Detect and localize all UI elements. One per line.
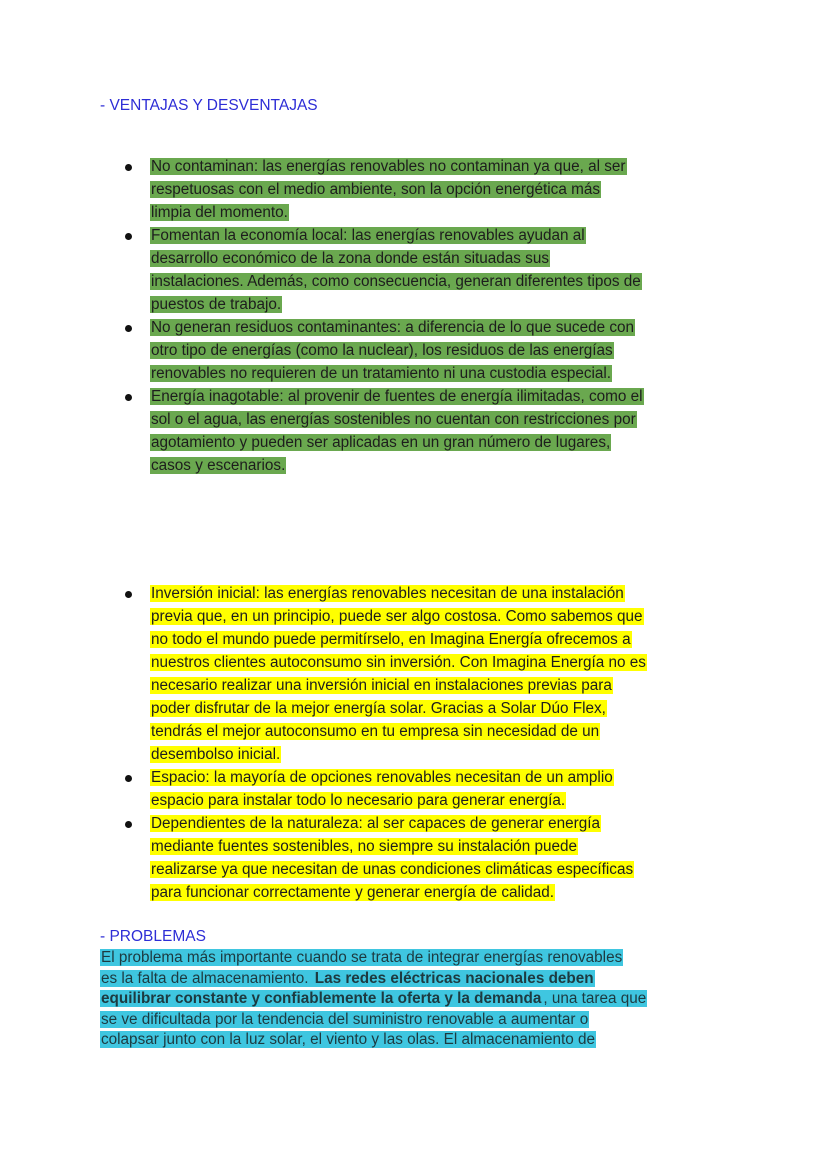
- bullet-icon: [125, 325, 132, 332]
- list-item-line: [150, 455, 286, 477]
- list-item-line: [150, 813, 601, 835]
- highlighted-text: sol o el agua, las energías sostenibles no cuentan con restricciones por: [151, 411, 636, 428]
- paragraph-line: [100, 948, 623, 968]
- list-item-line: [150, 836, 578, 858]
- highlighted-text: , una tarea que: [543, 990, 647, 1007]
- highlighted-text: respetuosas con el medio ambiente, son la opción energética más: [151, 181, 600, 198]
- bullet-icon: [125, 164, 132, 171]
- highlighted-text: colapsar junto con la luz solar, el viento y las olas. El almacenamiento de: [101, 1031, 596, 1048]
- list-item-line: [150, 363, 612, 385]
- list-item-line: [150, 317, 635, 339]
- list-item-line: [150, 675, 613, 697]
- list-item-line: [150, 409, 637, 431]
- highlighted-text: instalaciones. Además, como consecuencia, generan diferentes tipos de: [151, 273, 641, 290]
- list-item-line: [150, 179, 601, 201]
- highlighted-text: No contaminan: las energías renovables no contaminan ya que, al ser: [151, 158, 626, 175]
- bullet-icon: [125, 591, 132, 598]
- highlighted-text: desembolso inicial.: [151, 746, 281, 763]
- highlighted-text: Espacio: la mayoría de opciones renovables necesitan de un amplio: [151, 769, 613, 786]
- list-item-line: [150, 859, 634, 881]
- paragraph-line: [100, 989, 647, 1009]
- bold-text: Las redes eléctricas nacionales deben: [314, 969, 594, 987]
- list-item-line: [150, 271, 642, 293]
- highlighted-text: Fomentan la economía local: las energías renovables ayudan al: [151, 227, 585, 244]
- list-item-line: [150, 767, 614, 789]
- highlighted-text: agotamiento y pueden ser aplicadas en un gran número de lugares,: [151, 434, 611, 451]
- list-item-line: [150, 386, 644, 408]
- highlighted-text: Energía inagotable: al provenir de fuentes de energía ilimitadas, como el: [151, 388, 643, 405]
- list-item-line: [150, 882, 555, 904]
- bullet-icon: [125, 775, 132, 782]
- bullet-icon: [125, 394, 132, 401]
- paragraph-line: [100, 969, 595, 989]
- highlighted-text: realizarse ya que necesitan de unas condiciones climáticas específicas: [151, 861, 634, 878]
- highlighted-text: poder disfrutar de la mejor energía solar. Gracias a Solar Dúo Flex,: [151, 700, 606, 717]
- highlighted-text: previa que, en un principio, puede ser algo costosa. Como sabemos que: [151, 608, 643, 625]
- bullet-icon: [125, 233, 132, 240]
- list-item-line: [150, 225, 586, 247]
- list-item-line: [150, 156, 627, 178]
- highlighted-text: se ve dificultada por la tendencia del suministro renovable a aumentar o: [101, 1010, 589, 1028]
- highlighted-text: tendrás el mejor autoconsumo en tu empresa sin necesidad de un: [151, 723, 600, 740]
- highlighted-text: mediante fuentes sostenibles, no siempre su instalación puede: [151, 838, 578, 855]
- highlighted-text: renovables no requieren de un tratamiento ni una custodia especial.: [151, 365, 612, 382]
- list-item-line: [150, 432, 611, 454]
- highlighted-text: puestos de trabajo.: [151, 296, 282, 313]
- paragraph-line: [100, 1030, 596, 1050]
- highlighted-text: limpia del momento.: [151, 204, 288, 221]
- highlighted-text: no todo el mundo puede permitírselo, en Imagina Energía ofrecemos a: [151, 631, 631, 648]
- heading-ventajas: - VENTAJAS Y DESVENTAJAS: [100, 97, 318, 114]
- highlighted-text: desarrollo económico de la zona donde están situadas sus: [151, 250, 549, 267]
- list-item-line: [150, 294, 282, 316]
- highlighted-text: Inversión inicial: las energías renovables necesitan de una instalación: [151, 585, 624, 602]
- list-item-line: [150, 606, 644, 628]
- highlighted-text: nuestros clientes autoconsumo sin inversión. Con Imagina Energía no es: [151, 654, 646, 671]
- highlighted-text: espacio para instalar todo lo necesario para generar energía.: [151, 792, 566, 809]
- bullet-icon: [125, 821, 132, 828]
- list-item-line: [150, 340, 614, 362]
- paragraph-line: [100, 1010, 589, 1030]
- list-item-line: [150, 790, 566, 812]
- highlighted-text: No generan residuos contaminantes: a diferencia de lo que sucede con: [151, 319, 635, 336]
- highlighted-text: Dependientes de la naturaleza: al ser capaces de generar energía: [151, 815, 601, 832]
- highlighted-text: El problema más importante cuando se trata de integrar energías renovables: [101, 949, 623, 966]
- highlighted-text: otro tipo de energías (como la nuclear), los residuos de las energías: [151, 342, 613, 359]
- highlighted-text: es la falta de almacenamiento.: [101, 969, 313, 987]
- list-item-line: [150, 744, 281, 766]
- heading-problemas: - PROBLEMAS: [100, 928, 206, 945]
- bold-text: equilibrar constante y confiablemente la oferta y la demanda: [101, 990, 542, 1007]
- list-item-line: [150, 721, 600, 743]
- list-item-line: [150, 629, 632, 651]
- list-item-line: [150, 698, 607, 720]
- highlighted-text: casos y escenarios.: [151, 457, 286, 474]
- list-item-line: [150, 202, 289, 224]
- highlighted-text: para funcionar correctamente y generar energía de calidad.: [151, 884, 555, 901]
- list-item-line: [150, 652, 647, 674]
- list-item-line: [150, 248, 550, 270]
- list-item-line: [150, 583, 625, 605]
- highlighted-text: necesario realizar una inversión inicial en instalaciones previas para: [151, 677, 612, 694]
